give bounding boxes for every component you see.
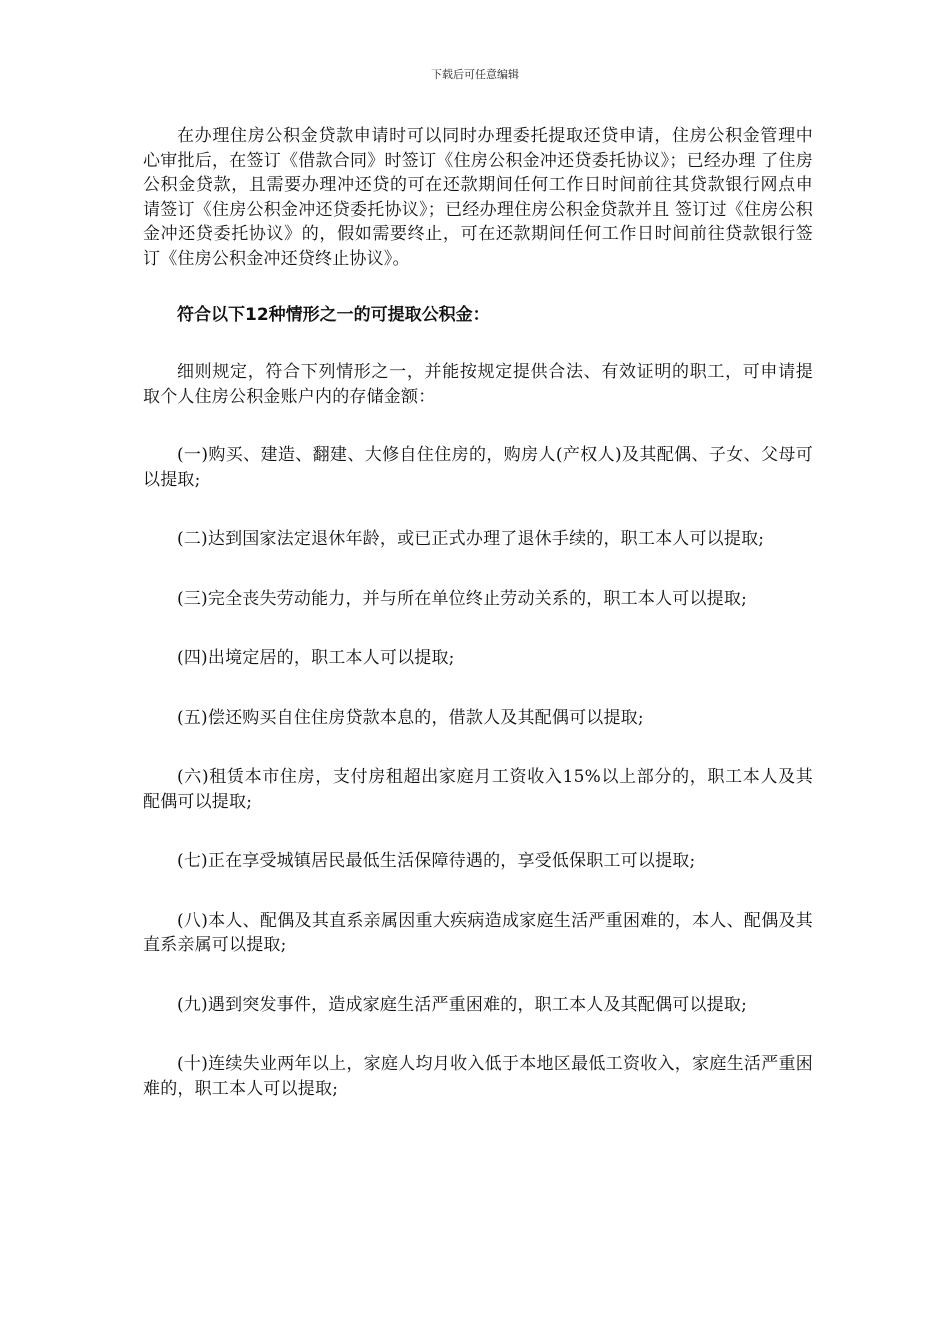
rule-item-8: (八)本人、配偶及其直系亲属因重大疾病造成家庭生活严重困难的，本人、配偶及其直系亲属可以提取; — [143, 910, 813, 955]
rule-item-6: (六)租赁本市住房，支付房租超出家庭月工资收入15%以上部分的，职工本人及其配偶可以提取; — [143, 767, 813, 812]
rule-item-9: (九)遇到突发事件，造成家庭生活严重困难的，职工本人及其配偶可以提取; — [177, 994, 747, 1015]
rule-item-5: (五)偿还购买自住住房贷款本息的，借款人及其配偶可以提取; — [177, 707, 644, 728]
rule-item-2: (二)达到国家法定退休年龄，或已正式办理了退休手续的，职工本人可以提取; — [177, 529, 765, 549]
intro-paragraph: 在办理住房公积金贷款申请时可以同时办理委托提取还贷申请，住房公积金管理中心审批后，在签订《借款合同》时签订《住房公积金冲还贷委托协议》；已经办理 了住房公积金贷款，且需要办理冲还贷的可在还款期间任何工作日时间前往其贷款银行网点申请签订《住房公积金冲还贷委托协议》；已经办理住房公积金贷款并且 签订过《住房公积金冲还贷委托协议》的，假如需要终止，可在还款期间任何工作日时间前往贷款银行签订《住房公积金冲还贷终止协议》。 — [143, 126, 813, 269]
document-body — [143, 124, 813, 1136]
rule-item-3: (三)完全丧失劳动能力，并与所在单位终止劳动关系的，职工本人可以提取; — [177, 588, 747, 609]
page-header-note: 下载后可任意编辑 — [431, 68, 519, 81]
rule-item-1: (一)购买、建造、翻建、大修自住住房的，购房人(产权人)及其配偶、子女、父母可以提取; — [143, 445, 813, 490]
section-heading: 符合以下12种情形之一的可提取公积金： — [177, 305, 490, 325]
rule-item-4: (四)出境定居的，职工本人可以提取; — [177, 648, 455, 668]
rules-intro-paragraph: 细则规定，符合下列情形之一，并能按规定提供合法、有效证明的职工，可申请提取个人住房公积金账户内的存储金额： — [143, 362, 813, 407]
rule-item-7: (七)正在享受城镇居民最低生活保障待遇的，享受低保职工可以提取; — [177, 851, 696, 871]
rule-item-10: (十)连续失业两年以上，家庭人均月收入低于本地区最低工资收入，家庭生活严重困难的，职工本人可以提取; — [143, 1054, 813, 1099]
